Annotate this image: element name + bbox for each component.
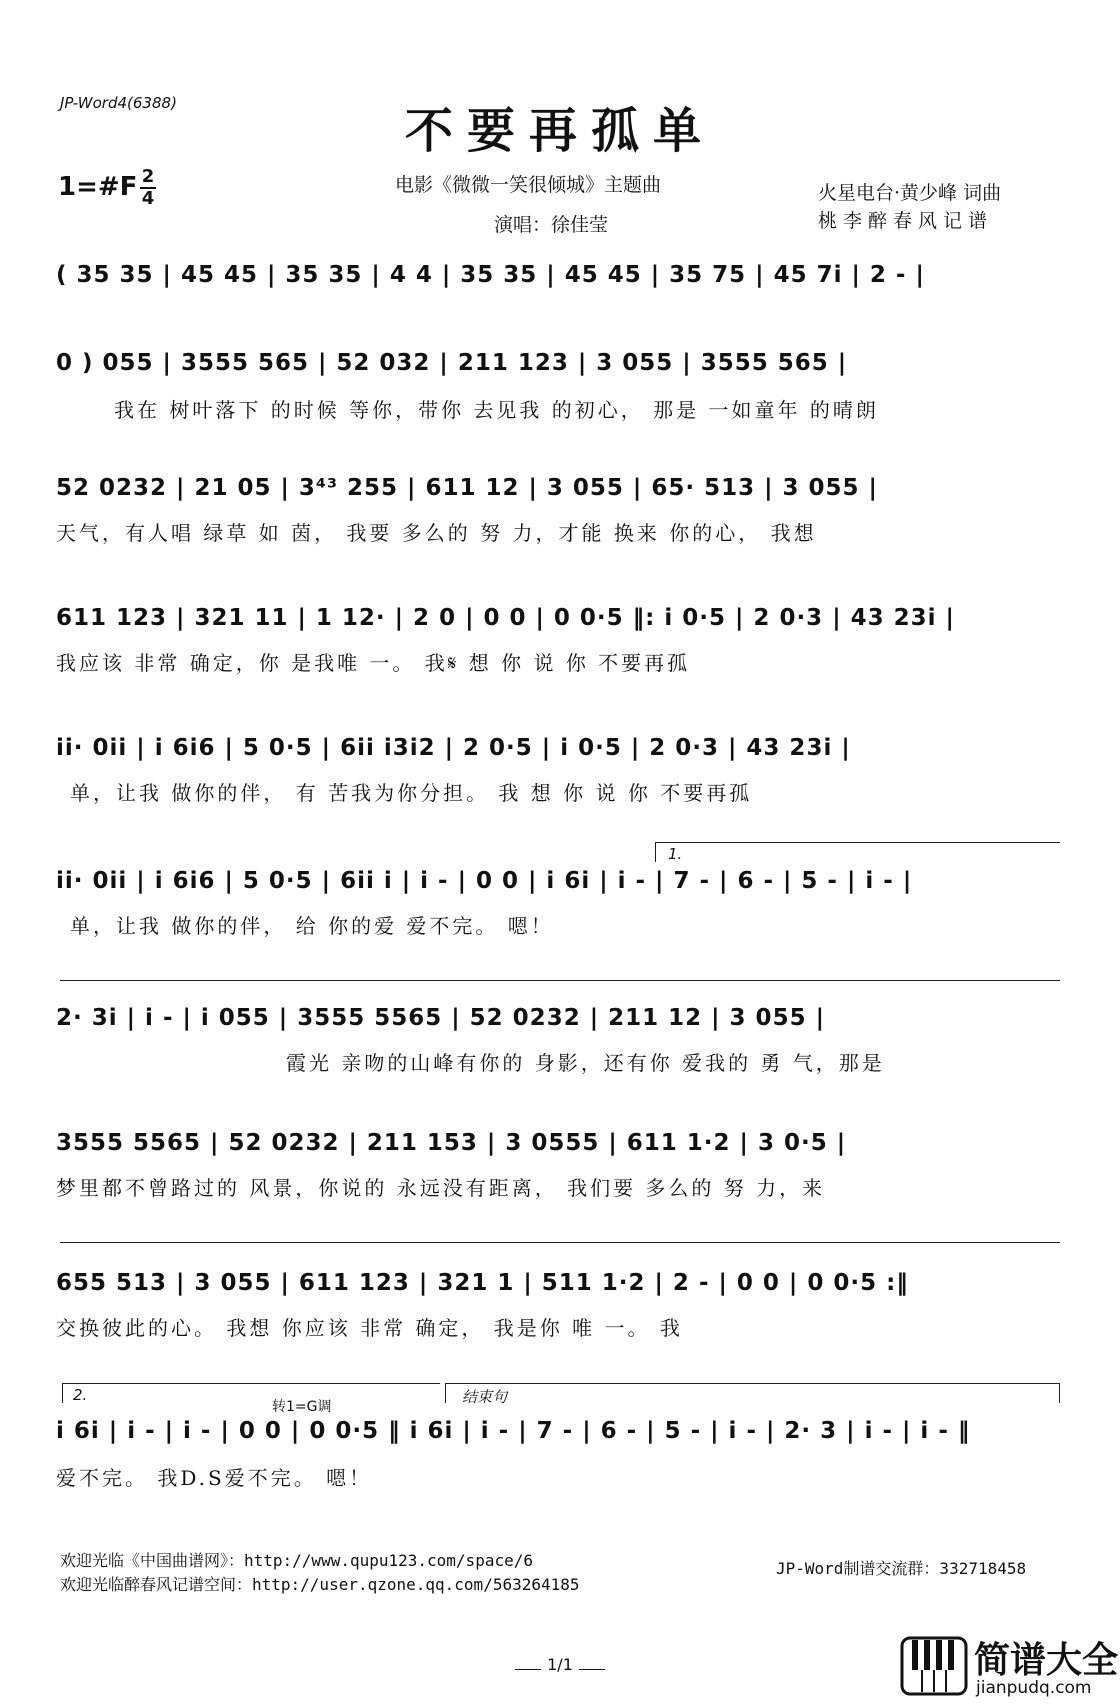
lyrics-line: 爱不完。 我D.S爱不完。 嗯！ bbox=[56, 1466, 373, 1490]
notation-line: 0 ) 055 | 3555 565 | 52 032 | 211 123 | 3 055 | 3555 565 | bbox=[56, 350, 848, 376]
lyrics-line: 霞光 亲吻的山峰有你的 身影，还有你 爱我的 勇 气，那是 bbox=[286, 1051, 885, 1075]
notation-line: 3555 5565 | 52 0232 | 211 153 | 3 0555 | 611 1·2 | 3 0·5 | bbox=[56, 1130, 847, 1156]
ending-label: 结束句 bbox=[462, 1388, 508, 1406]
notation-line: 52 0232 | 21 05 | 3⁴³ 255 | 611 12 | 3 055 | 65· 513 | 3 055 | bbox=[56, 475, 878, 501]
notation-line: ii· 0ii | i 6i6 | 5 0·5 | 6ii i | i - | 0 0 | i 6i | i - | 7 - | 6 - | 5 - | i - | bbox=[56, 868, 913, 894]
section-rule bbox=[60, 980, 1060, 981]
key-signature: 1=#F bbox=[58, 172, 138, 202]
version-label: JP-Word4(6388) bbox=[60, 94, 177, 112]
time-signature-top: 2 bbox=[141, 166, 155, 187]
transcriber-credit: 桃李醉春风记谱 bbox=[818, 210, 994, 232]
modulation-marker: 转1=G调 bbox=[272, 1399, 332, 1415]
time-signature bbox=[140, 168, 156, 208]
footer-link-1[interactable]: 欢迎光临《中国曲谱网》：http://www.qupu123.com/space/6 bbox=[60, 1551, 533, 1570]
notation-line: 611 123 | 321 11 | 1 12· | 2 0 | 0 0 | 0 0·5 ‖: i 0·5 | 2 0·3 | 43 23i | bbox=[56, 605, 955, 631]
section-rule bbox=[60, 1242, 1060, 1243]
volta-1-bracket bbox=[655, 842, 1060, 862]
song-title: 不要再孤单 bbox=[404, 103, 715, 159]
site-logo[interactable] bbox=[900, 1632, 1119, 1700]
volta-1-label: 1. bbox=[668, 845, 683, 863]
notation-line: ( 35 35 | 45 45 | 35 35 | 4 4 | 35 35 | 45 45 | 35 75 | 45 7i | 2 - | bbox=[56, 262, 925, 288]
time-signature-bottom: 4 bbox=[141, 188, 155, 209]
notation-line: 655 513 | 3 055 | 611 123 | 321 1 | 511 1·2 | 2 - | 0 0 | 0 0·5 :‖ bbox=[56, 1270, 909, 1296]
singer: 演唱：徐佳莹 bbox=[494, 214, 609, 236]
volta-2-bracket bbox=[62, 1383, 440, 1403]
piano-keys-icon bbox=[900, 1634, 970, 1698]
page-number-text: 1/1 bbox=[547, 1655, 573, 1674]
footer-link-2[interactable]: 欢迎光临醉春风记谱空间：http://user.qzone.qq.com/563264185 bbox=[60, 1575, 580, 1594]
lyrics-line: 梦里都不曾路过的 风景，你说的 永远没有距离， 我们要 多么的 努 力，来 bbox=[56, 1176, 826, 1200]
lyrics-line: 单，让我 做你的伴， 给 你的爱 爱不完。 嗯！ bbox=[70, 914, 554, 938]
notation-line: ii· 0ii | i 6i6 | 5 0·5 | 6ii i3i2 | 2 0·5 | i 0·5 | 2 0·3 | 43 23i | bbox=[56, 735, 851, 761]
ending-bracket bbox=[445, 1383, 1060, 1406]
logo-url: jianpudq.com bbox=[976, 1678, 1092, 1698]
lyricist-credit: 火星电台·黄少峰 词曲 bbox=[818, 182, 1002, 204]
lyrics-line: 天气，有人唱 绿草 如 茵， 我要 多么的 努 力，才能 换来 你的心， 我想 bbox=[56, 521, 817, 545]
subtitle: 电影《微微一笑很倾城》主题曲 bbox=[395, 174, 662, 196]
logo-text: 简谱大全 bbox=[974, 1640, 1119, 1681]
notation-line: i 6i | i - | i - | 0 0 | 0 0·5 ‖ i 6i | i - | 7 - | 6 - | 5 - | i - | 2· 3 | i - | i - ‖ bbox=[56, 1418, 971, 1444]
lyrics-line: 我应该 非常 确定，你 是我唯 一。 我𝄋 想 你 说 你 不要再孤 bbox=[56, 651, 691, 675]
lyrics-line: 单，让我 做你的伴， 有 苦我为你分担。 我 想 你 说 你 不要再孤 bbox=[70, 781, 753, 805]
notation-line: 2· 3i | i - | i 055 | 3555 5565 | 52 0232 | 211 12 | 3 055 | bbox=[56, 1005, 825, 1031]
lyrics-line: 交换彼此的心。 我想 你应该 非常 确定， 我是你 唯 一。 我 bbox=[56, 1316, 683, 1340]
volta-2-label: 2. bbox=[73, 1386, 88, 1404]
lyrics-line: 我在 树叶落下 的时候 等你，带你 去见我 的初心， 那是 一如童年 的晴朗 bbox=[114, 398, 879, 422]
footer-group: JP-Word制谱交流群：332718458 bbox=[776, 1559, 1027, 1578]
